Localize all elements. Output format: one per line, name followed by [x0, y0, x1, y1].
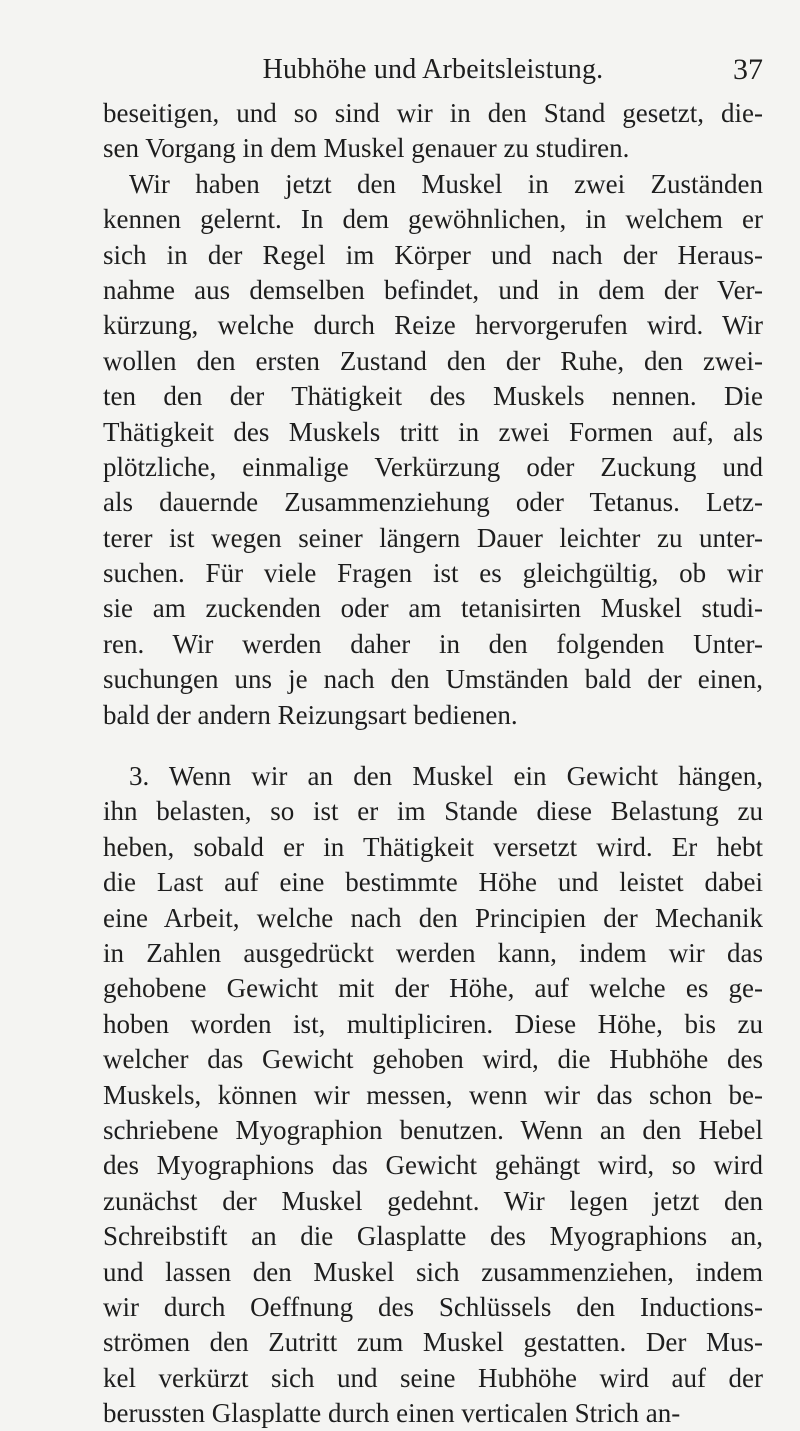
text-line: strömen den Zutritt zum Muskel gestatten. Der Mus-: [103, 1327, 763, 1358]
text-line: kürzung, welche durch Reize hervorgerufen wird. Wir: [103, 310, 763, 341]
text-line: als dauernde Zusammenziehung oder Tetanus. Letz-: [103, 487, 763, 518]
text-line: plötzliche, einmalige Verkürzung oder Zuckung und: [103, 451, 763, 482]
text-line: beseitigen, und so sind wir in den Stand gesetzt, die-: [103, 98, 763, 128]
text-line: wollen den ersten Zustand den der Ruhe, den zwei-: [103, 345, 763, 376]
running-header: [103, 50, 763, 90]
text-line: bald der andern Reizungsart bedienen.: [103, 699, 518, 730]
text-line: zunächst der Muskel gedehnt. Wir legen jetzt den: [103, 1185, 763, 1216]
paragraph-gap: [103, 733, 763, 759]
text-line: schriebene Myographion benutzen. Wenn an den Hebel: [103, 1114, 763, 1145]
text-line: Thätigkeit des Muskels tritt in zwei Formen auf, als: [103, 416, 763, 447]
text-line: 3. Wenn wir an den Muskel ein Gewicht hängen,: [129, 761, 763, 792]
body-text: [103, 96, 763, 1431]
page-number: 37: [733, 53, 763, 86]
paragraph-1: [103, 96, 763, 733]
text-line: die Last auf eine bestimmte Höhe und leistet dabei: [103, 867, 763, 898]
text-line: wir durch Oeffnung des Schlüssels den Inductions-: [103, 1291, 763, 1322]
text-line: suchen. Für viele Fragen ist es gleichgültig, ob wir: [103, 558, 763, 589]
text-line: welcher das Gewicht gehoben wird, die Hubhöhe des: [103, 1044, 763, 1075]
text-line: Wir haben jetzt den Muskel in zwei Zuständen: [129, 168, 763, 199]
text-line: terer ist wegen seiner längern Dauer leichter zu unter-: [103, 522, 763, 553]
text-line: nahme aus demselben befindet, und in dem der Ver-: [103, 274, 763, 305]
text-line: sich in der Regel im Körper und nach der Heraus-: [103, 239, 763, 270]
text-line: kel verkürzt sich und seine Hubhöhe wird auf der: [103, 1362, 763, 1393]
text-line: heben, sobald er in Thätigkeit versetzt wird. Er hebt: [103, 831, 763, 862]
text-line: Schreibstift an die Glasplatte des Myographions an,: [103, 1221, 763, 1252]
text-line: gehobene Gewicht mit der Höhe, auf welche es ge-: [103, 973, 763, 1004]
text-line: suchungen uns je nach den Umständen bald der einen,: [103, 664, 763, 695]
text-line: berussten Glasplatte durch einen verticalen Strich an-: [103, 1398, 681, 1429]
text-line: sie am zuckenden oder am tetanisirten Muskel studi-: [103, 593, 763, 624]
text-line: sen Vorgang in dem Muskel genauer zu studiren.: [103, 133, 630, 164]
text-line: eine Arbeit, welche nach den Principien der Mechanik: [103, 902, 763, 933]
text-line: Muskels, können wir messen, wenn wir das schon be-: [103, 1079, 763, 1110]
text-line: ren. Wir werden daher in den folgenden Unter-: [103, 628, 763, 659]
text-line: kennen gelernt. In dem gewöhnlichen, in welchem er: [103, 204, 763, 235]
text-line: ten den der Thätigkeit des Muskels nennen. Die: [103, 381, 763, 412]
text-line: in Zahlen ausgedrückt werden kann, indem wir das: [103, 937, 763, 968]
text-line: und lassen den Muskel sich zusammenziehen, indem: [103, 1256, 763, 1287]
running-title: Hubhöhe und Arbeitsleistung.: [262, 54, 604, 85]
paragraph-2: [103, 759, 763, 1431]
text-line: des Myographions das Gewicht gehängt wird, so wird: [103, 1150, 763, 1181]
text-line: hoben worden ist, multipliciren. Diese Höhe, bis zu: [103, 1008, 763, 1039]
text-line: ihn belasten, so ist er im Stande diese Belastung zu: [103, 796, 763, 827]
